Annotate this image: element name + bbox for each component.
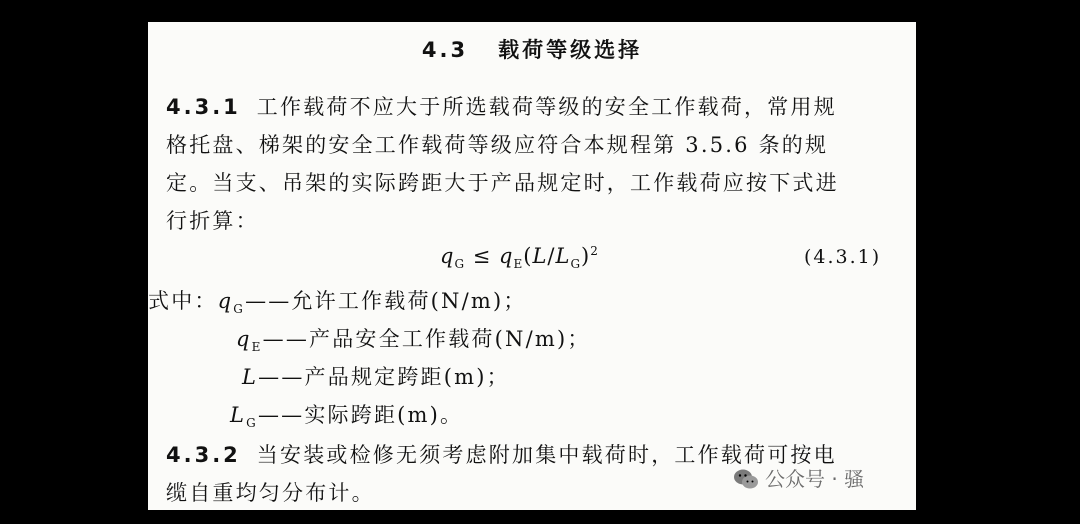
watermark-text: 公众号 · 骚 bbox=[765, 467, 865, 491]
formula bbox=[440, 244, 599, 271]
definition-prefix: 式中： bbox=[148, 289, 218, 313]
document-page bbox=[148, 22, 916, 510]
formula-rhs-q: q bbox=[499, 244, 514, 268]
formula-LG: L bbox=[555, 244, 571, 268]
formula-lhs-sub: G bbox=[454, 257, 466, 272]
definition-line-2 bbox=[236, 324, 591, 362]
clause-text: 当安装或检修无须考虑附加集中载荷时，工作载荷可按电 bbox=[256, 443, 837, 467]
definition-symbol: L bbox=[242, 365, 259, 389]
definition-symbol-sub: G bbox=[246, 416, 258, 431]
formula-slash: / bbox=[547, 244, 556, 268]
clause-number: 4.3.2 bbox=[166, 443, 241, 467]
formula-number: (4.3.1) bbox=[804, 246, 882, 268]
definition-symbol-sub: E bbox=[251, 340, 263, 355]
formula-L: L bbox=[532, 244, 548, 268]
wechat-icon bbox=[733, 468, 759, 490]
clause-4-3-1-line-3: 定。当支、吊架的实际跨距大于产品规定时，工作载荷应按下式进 bbox=[166, 171, 839, 195]
clause-4-3-2-line-2: 缆自重均匀分布计。 bbox=[166, 481, 375, 505]
definition-symbol: q bbox=[217, 289, 234, 313]
clause-4-3-1-line-4: 行折算： bbox=[166, 209, 259, 233]
definition-symbol: q bbox=[236, 327, 252, 351]
formula-LG-sub: G bbox=[570, 257, 582, 272]
definition-line-3 bbox=[242, 362, 510, 392]
section-heading bbox=[148, 34, 916, 64]
watermark bbox=[733, 463, 864, 492]
definition-text: ——产品规定跨距(m)； bbox=[258, 365, 510, 389]
formula-open-paren: ( bbox=[523, 244, 533, 268]
definition-symbol: L bbox=[230, 403, 247, 427]
section-number: 4.3 bbox=[421, 38, 469, 62]
clause-4-3-1-line-2: 格托盘、梯架的安全工作载荷等级应符合本规程第 3.5.6 条的规 bbox=[166, 133, 829, 157]
clause-number: 4.3.1 bbox=[166, 95, 241, 119]
definition-line-4 bbox=[230, 400, 463, 438]
definition-line-1 bbox=[148, 286, 527, 324]
definition-symbol-sub: G bbox=[233, 302, 246, 317]
clause-text: 工作载荷不应大于所选载荷等级的安全工作载荷，常用规 bbox=[256, 95, 837, 119]
section-title: 载荷等级选择 bbox=[498, 38, 643, 62]
clause-4-3-1-line-1 bbox=[166, 92, 837, 122]
formula-operator: ≤ bbox=[472, 244, 492, 268]
formula-exponent: 2 bbox=[590, 244, 599, 258]
formula-lhs: q bbox=[440, 244, 455, 268]
definition-text: ——产品安全工作载荷(N/m)； bbox=[262, 327, 591, 351]
definition-text: ——实际跨距(m)。 bbox=[257, 403, 464, 427]
definition-text: ——允许工作载荷(N/m)； bbox=[245, 289, 527, 313]
formula-rhs-sub: E bbox=[513, 257, 524, 272]
formula-close-paren: ) bbox=[581, 244, 591, 268]
